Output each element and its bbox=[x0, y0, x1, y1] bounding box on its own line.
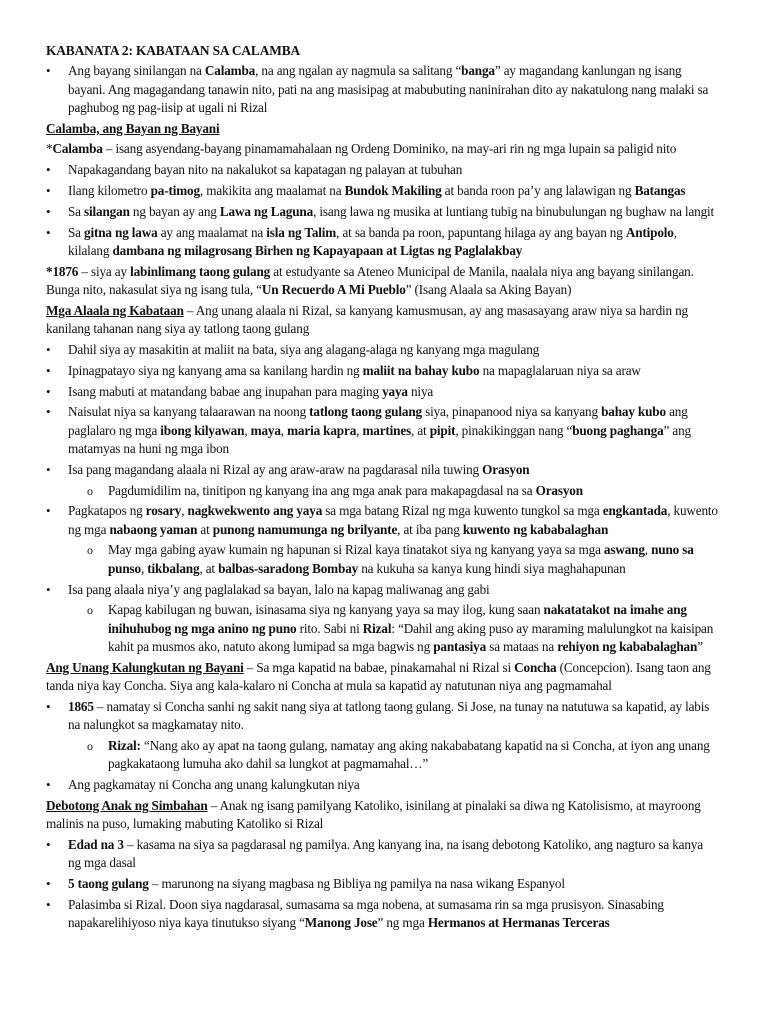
sub-bullet-icon: o bbox=[87, 543, 93, 558]
document-body bbox=[46, 62, 718, 932]
sub-bullet-item bbox=[46, 601, 718, 656]
text-run: ang paglalaro ng mga bbox=[68, 404, 688, 438]
bold-text: kuwento ng kababalaghan bbox=[462, 521, 609, 537]
text-run: ” ay magandang kanlungan ng isang bayani. Ang magagandang tanawin nito, pati na ang masisipag at mabubuting naninirahan dito ay nakatulong nang malaki sa paghubog ng pag-iisip at ugali ni Rizal bbox=[68, 63, 709, 115]
text-run: , at bbox=[199, 560, 219, 576]
bullet-icon: • bbox=[46, 224, 51, 240]
text-run: at estudyante sa Ateneo Municipal de Manila, naalala niya ang bayang sinilangan. Bunga nito, nakasulat siya ng isang tula, “ bbox=[46, 263, 694, 298]
bold-text: pipit bbox=[429, 422, 456, 438]
text-run: Sa bbox=[68, 203, 85, 219]
text-run: ” ng mga bbox=[377, 915, 428, 931]
text-run: , pinakikinggan nang “ bbox=[455, 422, 573, 438]
bullet-item bbox=[46, 836, 718, 873]
text-run: sa mataas na bbox=[486, 638, 558, 654]
bold-text: Antipolo bbox=[625, 224, 674, 240]
text-run: Isa pang alaala niya’y ang paglalakad sa bayan, lalo na kapag maliwanag ang gabi bbox=[68, 581, 490, 597]
bold-text: maliit na bahay kubo bbox=[362, 362, 480, 378]
text-run: – Ang unang alaala ni Rizal, sa kanyang kamusmusan, ay ang masasayang araw niya sa hardin ng kanilang tahanan nang siya ay tatlong taong gulang bbox=[46, 302, 689, 337]
text-run: Ipinagpatayo siya ng kanyang ama sa kanilang hardin ng bbox=[68, 362, 363, 378]
text-run: , at sa banda pa roon, papuntang hilaga ay ang bayan ng bbox=[336, 224, 626, 240]
text-run: – marunong na siyang magbasa ng Bibliya ng pamilya na nasa wikang Espanyol bbox=[148, 875, 565, 891]
text-run: rito. Sabi ni bbox=[296, 620, 363, 636]
bold-text: nuno sa punso bbox=[108, 542, 694, 576]
sub-bullet-item bbox=[46, 541, 718, 578]
text-run: * bbox=[46, 141, 53, 157]
bold-text: maya bbox=[250, 422, 281, 438]
text-run: Naisulat niya sa kanyang talaarawan na noong bbox=[68, 404, 310, 420]
text-run: (Concepcion). Isang taon ang tanda niya kay Concha. Siya ang kala-kalaro ni Concha at mula sa kapatid ay natutunan niya ang pagmamahal bbox=[46, 659, 711, 693]
section-heading: Calamba, ang Bayan ng Bayani bbox=[46, 120, 220, 136]
bullet-item bbox=[46, 203, 718, 221]
bullet-icon: • bbox=[46, 162, 51, 178]
bullet-icon: • bbox=[46, 383, 51, 399]
bullet-item bbox=[46, 581, 718, 599]
bullet-item bbox=[46, 776, 718, 794]
bold-text: gitna ng lawa bbox=[84, 224, 158, 240]
bullet-item bbox=[46, 161, 718, 179]
text-run: Isa pang magandang alaala ni Rizal ay ang araw-araw na pagdarasal nila tuwing bbox=[68, 461, 483, 477]
text-run: Dahil siya ay masakitin at maliit na bata, siya ang alagang-alaga ng kanyang mga magulang bbox=[68, 341, 540, 357]
text-run: May mga gabing ayaw kumain ng hapunan si Rizal kaya tinatakot siya ng kanyang yaya sa mga bbox=[108, 542, 604, 558]
text-run: ” bbox=[697, 638, 703, 654]
sub-bullet-icon: o bbox=[87, 483, 93, 498]
bold-text: Edad na 3 bbox=[68, 836, 124, 852]
bold-text: rosary bbox=[145, 503, 182, 519]
text-run: , kilalang bbox=[68, 224, 677, 258]
text-run: , at iba pang bbox=[397, 521, 463, 537]
text-run: Sa bbox=[68, 224, 85, 240]
text-run: , at bbox=[411, 422, 430, 438]
bold-text: buong paghanga bbox=[572, 422, 664, 438]
paragraph bbox=[46, 140, 718, 158]
paragraph bbox=[46, 263, 718, 300]
text-run: “Nang ako ay apat na taong gulang, namatay ang aking nakababatang kapatid na si Concha, at iyon ang unang pagkakataong lumuha ako dahil sa lungkot at pagmamahal…” bbox=[108, 737, 710, 772]
section-heading: Debotong Anak ng Simbahan bbox=[46, 797, 208, 813]
bold-text: Batangas bbox=[634, 183, 686, 199]
bullet-icon: • bbox=[46, 503, 51, 519]
bullet-icon: • bbox=[46, 341, 51, 357]
bold-text: balbas-saradong Bombay bbox=[218, 560, 359, 576]
text-run: ay ang maalamat na bbox=[157, 224, 267, 240]
bold-text: rehiyon ng kababalaghan bbox=[557, 638, 698, 654]
bullet-item bbox=[46, 896, 718, 933]
text-run: – Sa mga kapatid na babae, pinakamahal ni Rizal si bbox=[243, 659, 515, 675]
text-run: Napakagandang bayan nito na nakalukot sa kapatagan ng palayan at tubuhan bbox=[68, 162, 463, 178]
text-run: – Anak ng isang pamilyang Katoliko, isinilang at pinalaki sa diwa ng Katolisismo, at mayroong malinis na puso, lumaking mabuting Katoliko si Rizal bbox=[46, 797, 701, 832]
bullet-icon: • bbox=[46, 63, 51, 79]
text-run: Pagkatapos ng bbox=[68, 503, 146, 519]
bullet-icon: • bbox=[46, 362, 51, 378]
bullet-icon: • bbox=[46, 896, 51, 912]
text-run: , na ang ngalan ay nagmula sa salitang “ bbox=[255, 63, 462, 79]
text-run: sa mga batang Rizal ng mga kuwento tungkol sa mga bbox=[322, 503, 603, 519]
text-run: at banda roon pa’y ang lalawigan ng bbox=[441, 183, 635, 199]
text-run: , bbox=[140, 560, 148, 576]
sub-bullet-icon: o bbox=[87, 603, 93, 618]
bold-text: labinlimang taong gulang bbox=[130, 263, 271, 279]
bold-text: Rizal bbox=[362, 620, 392, 636]
bold-text: tikbalang bbox=[147, 560, 200, 576]
bold-text: Calamba bbox=[204, 63, 256, 79]
bold-text: Orasyon bbox=[482, 461, 530, 477]
bold-text: isla ng Talim bbox=[266, 224, 337, 240]
bold-text: nagkwekwento ang yaya bbox=[187, 503, 323, 519]
sub-bullet-item bbox=[46, 737, 718, 774]
bullet-item bbox=[46, 403, 718, 458]
bullet-icon: • bbox=[46, 461, 51, 477]
text-run: – namatay si Concha sanhi ng sakit nang siya at tatlong taong gulang. Si Jose, na tunay na natutuwa sa kapatid, ay labis na nalungkot sa magkamatay nito. bbox=[68, 698, 710, 733]
text-run: ” (Isang Alaala sa Aking Bayan) bbox=[405, 282, 572, 298]
text-run: Pagdumidilim na, tinitipon ng kanyang ina ang mga anak para makapagdasal na sa bbox=[108, 482, 536, 498]
bold-text: Un Recuerdo A Mi Pueblo bbox=[261, 282, 406, 298]
text-run: siya, pinapanood niya sa kanyang bbox=[421, 404, 602, 420]
bullet-item bbox=[46, 224, 718, 261]
bullet-icon: • bbox=[46, 404, 51, 420]
bold-text: *1876 bbox=[46, 263, 79, 279]
sub-bullet-item bbox=[46, 482, 718, 500]
bold-text: 1865 bbox=[68, 698, 94, 714]
bullet-item bbox=[46, 875, 718, 893]
text-run: , makikita ang maalamat na bbox=[199, 183, 345, 199]
bullet-icon: • bbox=[46, 698, 51, 714]
bold-text: pa-timog bbox=[150, 183, 200, 199]
bullet-item bbox=[46, 341, 718, 359]
sub-bullet-icon: o bbox=[87, 738, 93, 753]
bold-text: Calamba bbox=[52, 141, 103, 157]
paragraph bbox=[46, 797, 718, 834]
text-run: Ang pagkamatay ni Concha ang unang kalungkutan niya bbox=[68, 776, 360, 792]
bold-text: silangan bbox=[84, 203, 130, 219]
bullet-icon: • bbox=[46, 581, 51, 597]
text-run: Ilang kilometro bbox=[68, 183, 151, 199]
text-run: , bbox=[356, 422, 363, 438]
bold-text: Orasyon bbox=[535, 482, 583, 498]
bullet-item bbox=[46, 698, 718, 735]
text-run: Isang mabuti at matandang babae ang inupahan para maging bbox=[68, 383, 383, 399]
bold-text: maria kapra bbox=[287, 422, 357, 438]
bold-text: Hermanos at Hermanas Terceras bbox=[427, 915, 610, 931]
bold-text: pantasiya bbox=[433, 638, 487, 654]
bold-text: ibong kilyawan bbox=[160, 422, 245, 438]
bullet-icon: • bbox=[46, 776, 51, 792]
bold-text: nakatatakot na imahe ang inihuhubog ng mga anino ng puno bbox=[108, 602, 687, 636]
text-run: niya bbox=[407, 383, 434, 399]
chapter-title: KABANATA 2: KABATAAN SA CALAMBA bbox=[46, 43, 300, 58]
text-run: at bbox=[197, 521, 213, 537]
bullet-item bbox=[46, 62, 718, 117]
paragraph bbox=[46, 302, 718, 339]
bullet-item bbox=[46, 182, 718, 200]
bold-text: tatlong taong gulang bbox=[309, 404, 422, 420]
bold-text: yaya bbox=[382, 383, 408, 399]
bullet-item bbox=[46, 502, 718, 539]
bullet-icon: • bbox=[46, 183, 51, 199]
bold-text: dambana ng milagrosang Birhen ng Kapayapaan at Ligtas ng Paglalakbay bbox=[112, 242, 523, 258]
text-run: , isang lawa ng musika at luntiang tubig na binubulungan ng bughaw na langit bbox=[313, 203, 715, 219]
text-run: ” ang matamyas na huni ng mga ibon bbox=[68, 422, 691, 456]
bullet-icon: • bbox=[46, 203, 51, 219]
bold-text: banga bbox=[461, 63, 495, 79]
text-run: , bbox=[181, 503, 188, 519]
bold-text: engkantada bbox=[602, 503, 668, 519]
paragraph bbox=[46, 120, 718, 138]
text-run: , bbox=[644, 542, 652, 558]
bold-text: aswang bbox=[603, 542, 645, 558]
section-heading: Ang Unang Kalungkutan ng Bayani bbox=[46, 659, 244, 675]
bold-text: Concha bbox=[514, 659, 557, 675]
text-run: : “Dahil ang aking puso ay maraming malulungkot na kaisipan kahit pa musmos ako, natuto akong lumipad sa mga bagwis ng bbox=[108, 620, 714, 654]
text-run: – siya ay bbox=[78, 263, 131, 279]
paragraph bbox=[46, 659, 718, 696]
bold-text: martines bbox=[362, 422, 412, 438]
bold-text: Manong Jose bbox=[304, 915, 378, 931]
bold-text: Lawa ng Laguna bbox=[219, 203, 314, 219]
text-run: Ang bayang sinilangan na bbox=[68, 63, 205, 79]
bold-text: punong namumunga ng brilyante bbox=[212, 521, 398, 537]
text-run: , bbox=[244, 422, 251, 438]
text-run: na mapaglalaruan niya sa araw bbox=[479, 362, 641, 378]
text-run: Palasimba si Rizal. Doon siya nagdarasal, sumasama sa mga nobena, at sumasama rin sa mga prusisyon. Sinasabing napakarelihiyoso niya kaya tinutukso siyang “ bbox=[68, 896, 664, 931]
bold-text: 5 taong gulang bbox=[68, 875, 149, 891]
bullet-item bbox=[46, 362, 718, 380]
bullet-item bbox=[46, 461, 718, 479]
text-run: , bbox=[280, 422, 288, 438]
text-run: – isang asyendang-bayang pinamamahalaan ng Ordeng Dominiko, na may-ari rin ng mga lupain sa paligid nito bbox=[102, 141, 677, 157]
bold-text: Bundok Makiling bbox=[344, 183, 442, 199]
bold-text: Rizal: bbox=[108, 737, 141, 753]
bold-text: nabaong yaman bbox=[109, 521, 198, 537]
section-heading: Mga Alaala ng Kabataan bbox=[46, 302, 184, 318]
text-run: ng bayan ay ang bbox=[129, 203, 220, 219]
text-run: , kuwento ng mga bbox=[68, 503, 718, 537]
bullet-item bbox=[46, 383, 718, 401]
text-run: – kasama na siya sa pagdarasal ng pamilya. Ang kanyang ina, na isang debotong Katoliko, ang nagturo sa kanya ng mga dasal bbox=[68, 836, 703, 871]
text-run: na kukuha sa kanya kung hindi siya maghahapunan bbox=[358, 560, 626, 576]
bullet-icon: • bbox=[46, 836, 51, 852]
bold-text: bahay kubo bbox=[601, 404, 666, 420]
text-run: Kapag kabilugan ng buwan, isinasama siya ng kanyang yaya sa may ilog, kung saan bbox=[108, 602, 544, 618]
bullet-icon: • bbox=[46, 875, 51, 891]
